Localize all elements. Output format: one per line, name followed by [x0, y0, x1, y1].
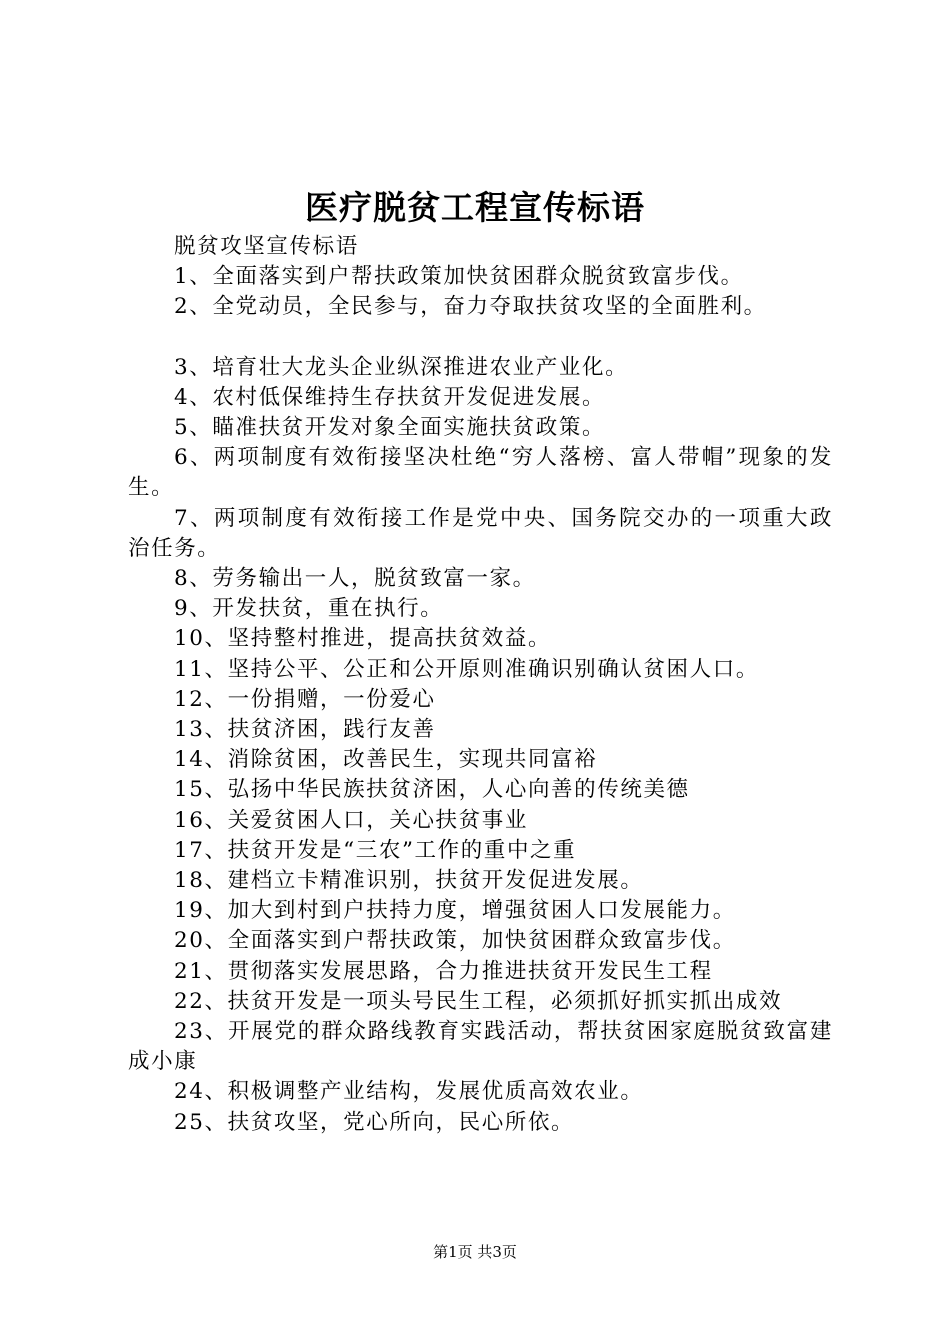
- slogan-item: 17、扶贫开发是“三农”工作的重中之重: [174, 837, 577, 863]
- slogan-item: 10、坚持整村推进，提高扶贫效益。: [174, 626, 552, 652]
- slogan-item: 21、贯彻落实发展思路，合力推进扶贫开发民生工程: [174, 958, 713, 984]
- slogan-item: 16、关爱贫困人口，关心扶贫事业: [174, 807, 528, 833]
- slogan-item: 1、全面落实到户帮扶政策加快贫困群众脱贫致富步伐。: [174, 264, 744, 290]
- document-body: [128, 232, 833, 1138]
- slogan-item: 18、建档立卡精准识别，扶贫开发促进发展。: [174, 868, 644, 894]
- document-title: 医疗脱贫工程宣传标语: [305, 188, 645, 227]
- slogan-item: 23、开展党的群众路线教育实践活动，帮扶贫困家庭脱贫致富建成小康: [128, 1019, 833, 1075]
- slogan-item: 20、全面落实到户帮扶政策，加快贫困群众致富步伐。: [174, 928, 736, 954]
- slogan-item: 11、坚持公平、公正和公开原则准确识别确认贫困人口。: [174, 656, 759, 682]
- slogan-item: 8、劳务输出一人，脱贫致富一家。: [174, 566, 536, 592]
- slogan-item: 2、全党动员，全民参与，奋力夺取扶贫攻坚的全面胜利。: [174, 294, 767, 320]
- slogan-item: 5、瞄准扶贫开发对象全面实施扶贫政策。: [174, 415, 606, 441]
- slogan-item: 7、两项制度有效衔接工作是党中央、国务院交办的一项重大政治任务。: [128, 505, 833, 561]
- paragraph-gap: [128, 323, 833, 353]
- slogan-item: 6、两项制度有效衔接坚决杜绝“穷人落榜、富人带帽”现象的发生。: [128, 445, 833, 501]
- slogan-item: 3、培育壮大龙头企业纵深推进农业产业化。: [174, 354, 629, 380]
- slogan-item: 24、积极调整产业结构，发展优质高效农业。: [174, 1079, 644, 1105]
- slogan-item: 4、农村低保维持生存扶贫开发促进发展。: [174, 384, 606, 410]
- slogan-item: 15、弘扬中华民族扶贫济困，人心向善的传统美德: [174, 777, 690, 803]
- slogan-item: 14、消除贫困，改善民生，实现共同富裕: [174, 747, 598, 773]
- slogan-item: 9、开发扶贫，重在执行。: [174, 596, 444, 622]
- slogan-item: 12、一份捐赠，一份爱心: [174, 686, 436, 712]
- slogan-item: 13、扶贫济困，践行友善: [174, 717, 436, 743]
- page-number-footer: 第1页 共3页: [433, 1243, 517, 1261]
- slogan-item: 19、加大到村到户扶持力度，增强贫困人口发展能力。: [174, 898, 736, 924]
- slogan-item: 22、扶贫开发是一项头号民生工程，必须抓好抓实抓出成效: [174, 988, 783, 1014]
- document-subtitle: 脱贫攻坚宣传标语: [174, 234, 359, 259]
- slogan-item: 25、扶贫攻坚，党心所向，民心所依。: [174, 1109, 575, 1135]
